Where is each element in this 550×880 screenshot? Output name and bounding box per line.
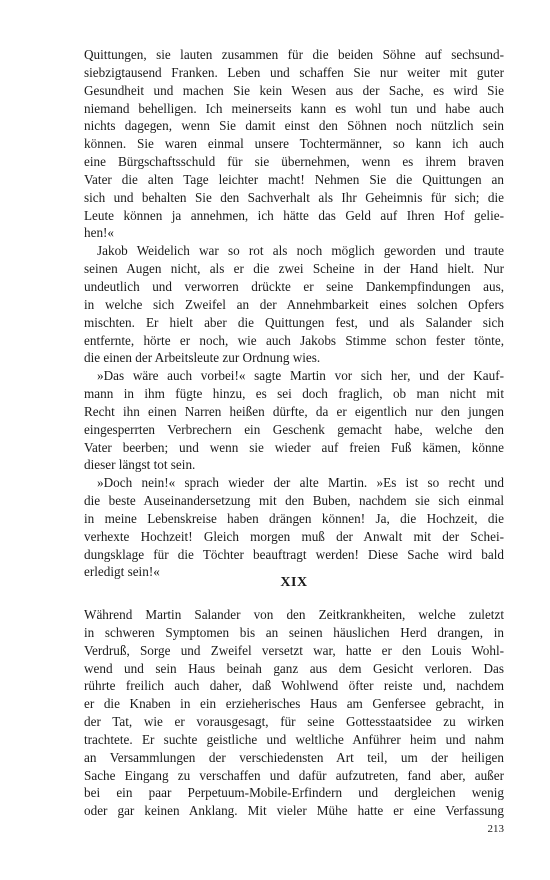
text-line: erledigt sein!« (84, 564, 160, 580)
text-line: Quittungen, sie lauten zusammen für die beiden Söhne auf sechsund- (84, 47, 504, 62)
text-line: Recht ihn einen Narren heißen dürfte, da er eigentlich nur den jungen (84, 403, 504, 419)
text-line: sich und behalten Sie den Sachverhalt als Ihr Geheimnis für sich; die (84, 189, 504, 205)
text-line: siebzigtausend Franken. Leben und schaffen Sie nur weiter mit guter (84, 64, 504, 80)
text-line: dieser längst tot sein. (84, 457, 196, 473)
text-line: Sache Eingang zu verschaffen und dafür aufzutreten, fand aber, außer (84, 767, 504, 783)
text-line: der Tat, wie er vorausgesagt, für seine Gottesstaatsidee zu wirken (84, 714, 504, 730)
chapter-heading: XIX (280, 575, 308, 590)
text-line: er die Knaben in ein erzieherisches Haus am Genfersee gebracht, in (84, 696, 504, 712)
text-line: nichts dagegen, wenn Sie damit einst den Söhnen noch nützlich sein (84, 118, 504, 134)
text-line: hen!« (84, 225, 115, 241)
text-line: dungsklage für die Töchter beauftragt werden! Diese Sache wird bald (84, 546, 504, 562)
text-line: Gesundheit und machen Sie kein Wesen aus der Sache, es wird Sie (84, 82, 504, 98)
body-text-bottom (84, 606, 504, 820)
text-line: Vater die alten Tage leichter macht! Nehmen Sie die Quittungen an (84, 171, 504, 187)
text-line: »Doch nein!« sprach wieder der alte Martin. »Es ist so recht und (97, 475, 504, 491)
text-line: trachtete. Er suchte geistliche und weltliche Anführer heim und nahm (84, 731, 504, 747)
text-line: undeutlich und verworren drückte er seine Dankempfindungen aus, (84, 278, 504, 294)
text-line: die beste Auseinandersetzung mit den Buben, nachdem sie sich einmal (84, 493, 504, 509)
text-line: in schweren Symptomen bis an seinen häuslichen Herd drangen, in (84, 624, 504, 640)
text-line: in welche sich Zweifel an der Annehmbarkeit eines solchen Opfers (84, 296, 504, 312)
text-line: bei ein paar Perpetuum-Mobile-Erfindern und dergleichen wenig (84, 785, 504, 801)
text-line: rührte freilich auch daher, daß Wohlwend öfter reiste und, nachdem (84, 678, 504, 694)
text-line: entfernte, hörte er noch, wie auch Jakobs Stimme schon fester tönte, (84, 332, 504, 348)
text-line: niemand behelligen. Ich meinerseits kann es wohl tun und habe auch (84, 100, 504, 116)
body-text-top (84, 46, 504, 581)
text-line: Jakob Weidelich war so rot als noch möglich geworden und traute (97, 243, 504, 259)
text-line: in meine Lebenskreise haben drängen können! Ja, die Hochzeit, die (84, 510, 504, 526)
text-line: Vater beerben; und wenn sie wieder auf freien Fuß kämen, könne (84, 439, 504, 455)
text-line: Leute können ja annehmen, ich hätte das Geld auf Ihren Hof gelie- (84, 207, 504, 223)
page-number: 213 (487, 823, 504, 835)
text-line: Während Martin Salander von den Zeitkrankheiten, welche zuletzt (84, 607, 504, 622)
text-line: mischten. Er hielt aber die Quittungen fest, und als Salander sich (84, 314, 504, 330)
text-line: eingesperrten Verbrechern ein Geschenk gemacht habe, welche den (84, 421, 504, 437)
text-line: wend und sein Haus beinah ganz aus dem Gesicht verloren. Das (84, 660, 504, 676)
text-line: die einen der Arbeitsleute zur Ordnung wies. (84, 350, 321, 366)
text-line: an Versammlungen der verschiedensten Art teil, um der heiligen (84, 749, 504, 765)
text-line: können. Sie waren einmal unsere Tochtermänner, so kann ich auch (84, 136, 504, 152)
text-line: seinen Augen nicht, als er die zwei Scheine in der Hand hielt. Nur (84, 261, 504, 277)
text-line: »Das wäre auch vorbei!« sagte Martin vor sich her, und der Kauf- (97, 368, 504, 384)
text-line: Verdruß, Sorge und Zweifel versetzt war, hatte er den Louis Wohl- (84, 642, 504, 658)
text-line: verhexte Hochzeit! Gleich morgen muß der Anwalt mit der Schei- (84, 528, 504, 544)
text-line: mann in ihm fügte hinzu, es sei doch fraglich, ob man nicht mit (84, 386, 504, 402)
text-line: eine Bürgschaftsschuld für sie übernehmen, wenn es ihrem braven (84, 154, 504, 170)
text-line: oder gar keinen Anklang. Mit vieler Mühe hatte er eine Verfassung (84, 803, 504, 819)
